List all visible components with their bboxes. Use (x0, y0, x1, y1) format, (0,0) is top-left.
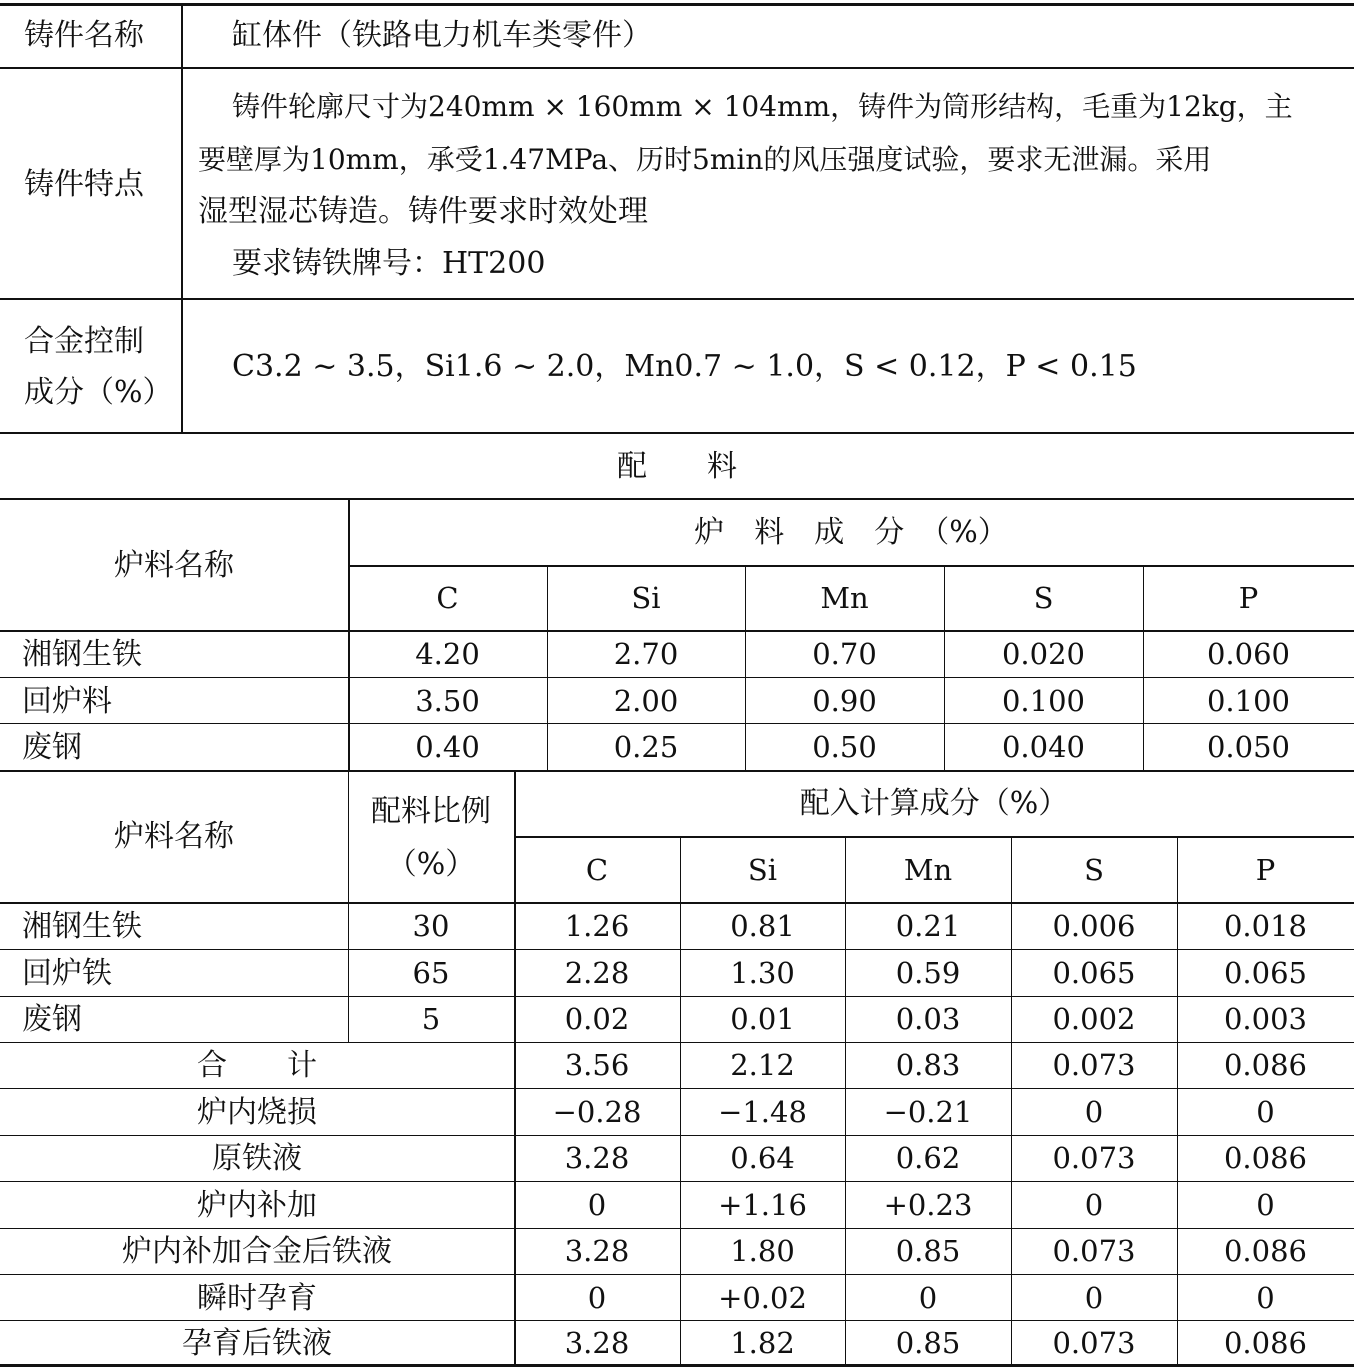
t2-summary-cell-p: 0.086 (1223, 1234, 1308, 1268)
t2-col-header-p: P (1255, 853, 1276, 887)
t2-row-ratio: 65 (412, 956, 450, 990)
section-title: 配 料 (617, 449, 737, 484)
t2-summary-cell-s: 0.073 (1052, 1141, 1136, 1175)
rule-t2-r4 (0, 1088, 1354, 1089)
t2-summary-cell-c: −0.28 (552, 1095, 642, 1129)
t2-cell-s: 0.002 (1052, 1002, 1136, 1036)
t1-cell-si: 0.25 (613, 730, 679, 764)
rule-info-1 (0, 67, 1354, 69)
rule-t2-r7 (0, 1228, 1354, 1229)
t1-cell-si: 2.00 (613, 684, 679, 718)
rule-t1-r1 (0, 677, 1354, 678)
t1-cell-c: 3.50 (415, 684, 480, 718)
t2-col-header-mn: Mn (903, 853, 953, 887)
t2-summary-cell-si: −1.48 (718, 1095, 807, 1129)
t1-cell-s: 0.020 (1001, 637, 1086, 671)
t2-row-ratio: 5 (421, 1002, 441, 1036)
t1-col-header-si: Si (631, 581, 661, 615)
t2-summary-cell-mn: 0.83 (895, 1048, 961, 1082)
t2-cell-c: 2.28 (564, 956, 630, 990)
t1-cell-p: 0.100 (1206, 684, 1291, 718)
iron-grade-line: 要求铸铁牌号：HT200 (232, 246, 546, 281)
rule-info-3 (0, 432, 1354, 434)
t2-summary-cell-mn: 0.62 (895, 1141, 961, 1175)
t2-summary-cell-si: +0.02 (718, 1281, 807, 1315)
t2-summary-cell-p: 0 (1256, 1281, 1275, 1315)
t1-cell-mn: 0.70 (812, 637, 877, 671)
t2-cell-c: 1.26 (564, 909, 630, 943)
t1-row-name: 回炉料 (22, 684, 112, 719)
t2-group-header: 配入计算成分（%） (799, 786, 1069, 821)
t2-summary-cell-si: 0.64 (730, 1141, 795, 1175)
t2-name-header: 炉料名称 (114, 819, 234, 854)
t2-summary-label: 原铁液 (212, 1141, 302, 1176)
t2-cell-p: 0.065 (1223, 956, 1308, 990)
t2-summary-cell-si: 2.12 (730, 1048, 795, 1082)
t1-col-header-mn: Mn (820, 581, 869, 615)
t1-cell-p: 0.060 (1206, 637, 1291, 671)
t2-summary-cell-p: 0 (1256, 1188, 1275, 1222)
t1-cell-si: 2.70 (613, 637, 679, 671)
t2-summary-cell-mn: 0.85 (895, 1234, 961, 1268)
t2-summary-cell-mn: +0.23 (883, 1188, 973, 1222)
t1-cell-mn: 0.50 (812, 730, 877, 764)
t1-name-header: 炉料名称 (114, 548, 234, 583)
rule-t2-r6 (0, 1181, 1354, 1182)
t2-summary-label: 孕育后铁液 (182, 1326, 332, 1361)
t2-summary-cell-s: 0.073 (1052, 1234, 1136, 1268)
t2-ratio-header-1: 配料比例 (371, 794, 491, 829)
t2-cell-mn: 0.21 (895, 909, 961, 943)
t2-summary-cell-s: 0 (1084, 1281, 1104, 1315)
t2-summary-cell-si: 1.80 (730, 1234, 795, 1268)
t2-summary-cell-c: 3.56 (564, 1048, 630, 1082)
casting-features-label: 铸件特点 (24, 167, 144, 202)
t2-summary-cell-c: 3.28 (564, 1326, 630, 1360)
t2-summary-cell-c: 0 (587, 1188, 607, 1222)
t1-cell-p: 0.050 (1206, 730, 1291, 764)
t1-col-header-p: P (1238, 581, 1259, 615)
t2-summary-cell-si: +1.16 (718, 1188, 807, 1222)
alloy-control-label-1: 合金控制 (24, 324, 144, 359)
t2-summary-cell-c: 0 (587, 1281, 607, 1315)
rule-info-2 (0, 298, 1354, 300)
t2-row-name: 废钢 (22, 1002, 82, 1037)
t1-cell-c: 4.20 (415, 637, 480, 671)
t2-summary-label: 瞬时孕育 (197, 1281, 317, 1316)
t2-col-header-s: S (1084, 853, 1104, 887)
t2-summary-label: 炉内补加 (197, 1188, 317, 1223)
t2-cell-c: 0.02 (564, 1002, 630, 1036)
casting-features-line-3: 湿型湿芯铸造。铸件要求时效处理 (198, 194, 648, 229)
t2-summary-label: 炉内烧损 (197, 1095, 317, 1130)
t2-cell-p: 0.018 (1223, 909, 1308, 943)
t2-summary-cell-s: 0.073 (1052, 1048, 1136, 1082)
t1-group-header: 炉 料 成 分 （%） (694, 515, 1008, 550)
t2-cell-p: 0.003 (1223, 1002, 1308, 1036)
t2-summary-cell-si: 1.82 (730, 1326, 795, 1360)
t1-cell-mn: 0.90 (812, 684, 877, 718)
rule-t1-group (348, 565, 1354, 567)
t2-summary-cell-p: 0.086 (1223, 1048, 1308, 1082)
rule-t2-r1 (0, 949, 1354, 950)
casting-features-line-1: 铸件轮廓尺寸为240mm × 160mm × 104mm，铸件为筒形结构，毛重为12kg，主 (232, 90, 1293, 123)
t1-cell-s: 0.100 (1001, 684, 1086, 718)
t2-cell-si: 0.81 (730, 909, 795, 943)
t1-cell-s: 0.040 (1001, 730, 1086, 764)
t2-summary-label: 合 计 (197, 1048, 317, 1083)
t2-summary-cell-s: 0 (1084, 1095, 1104, 1129)
t2-summary-cell-c: 3.28 (564, 1141, 630, 1175)
t2-summary-label: 炉内补加合金后铁液 (122, 1234, 392, 1269)
t2-summary-cell-p: 0.086 (1223, 1141, 1308, 1175)
t2-cell-si: 0.01 (730, 1002, 795, 1036)
alloy-control-value: C3.2 ~ 3.5，Si1.6 ~ 2.0，Mn0.7 ~ 1.0，S < 0.12，P < 0.15 (232, 349, 1137, 384)
t1-cell-c: 0.40 (415, 730, 480, 764)
rule-t2-r3 (0, 1042, 1354, 1043)
rule-t2-r2 (0, 996, 1354, 997)
t1-col-header-c: C (436, 581, 459, 615)
rule-t1-end (0, 770, 1354, 772)
rule-bottom (0, 1364, 1354, 1367)
t2-col-header-si: Si (747, 853, 778, 887)
t2-cell-mn: 0.59 (895, 956, 961, 990)
t2-row-name: 湘钢生铁 (22, 909, 142, 944)
t2-cell-si: 1.30 (730, 956, 795, 990)
t2-summary-cell-mn: 0 (918, 1281, 938, 1315)
t2-cell-mn: 0.03 (895, 1002, 961, 1036)
t1-row-name: 湘钢生铁 (22, 637, 142, 672)
casting-features-line-2: 要壁厚为10mm，承受1.47MPa、历时5min的风压强度试验，要求无泄漏。采用 (198, 143, 1212, 176)
casting-name-label: 铸件名称 (24, 18, 144, 53)
rule-t2-r9 (0, 1320, 1354, 1321)
rule-t1-r2 (0, 723, 1354, 724)
t2-row-name: 回炉铁 (22, 956, 112, 991)
t1-col-header-s: S (1033, 581, 1054, 615)
rule-top (0, 3, 1354, 6)
t2-cell-s: 0.065 (1052, 956, 1136, 990)
rule-t2-header (0, 902, 1354, 904)
t2-summary-cell-p: 0.086 (1223, 1326, 1308, 1360)
t2-cell-s: 0.006 (1052, 909, 1136, 943)
rule-section (0, 498, 1354, 500)
rule-t2-r5 (0, 1135, 1354, 1136)
t2-col-header-c: C (585, 853, 609, 887)
t2-summary-cell-s: 0.073 (1052, 1326, 1136, 1360)
t2-summary-cell-p: 0 (1256, 1095, 1275, 1129)
rule-info-col (181, 3, 183, 434)
t2-summary-cell-mn: −0.21 (883, 1095, 973, 1129)
t2-summary-cell-c: 3.28 (564, 1234, 630, 1268)
rule-t2-group (514, 836, 1354, 838)
t2-summary-cell-mn: 0.85 (895, 1326, 961, 1360)
rule-t1-header (0, 630, 1354, 632)
alloy-control-label-2: 成分（%） (24, 375, 173, 410)
rule-t2-r8 (0, 1274, 1354, 1275)
t2-summary-cell-s: 0 (1084, 1188, 1104, 1222)
t2-ratio-header-2: （%） (386, 847, 476, 882)
t2-row-ratio: 30 (412, 909, 450, 943)
casting-name-value: 缸体件（铁路电力机车类零件） (232, 18, 652, 53)
t1-row-name: 废钢 (22, 730, 82, 765)
